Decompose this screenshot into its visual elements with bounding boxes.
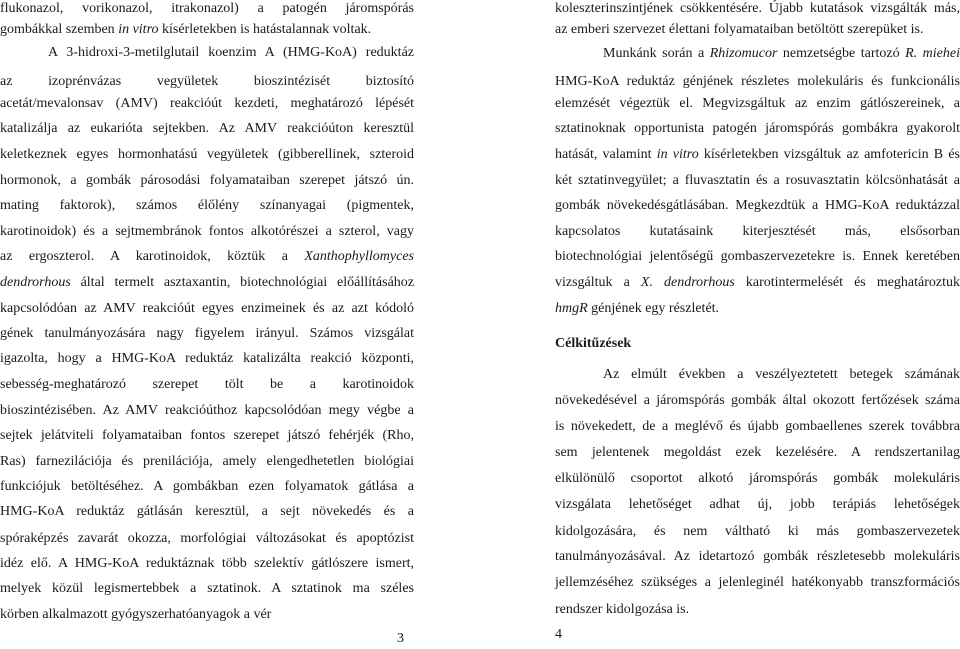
text-line: kapcsolatos kutatásaink kiterjesztését más, elsősorban [555,224,960,239]
text-line: tanulmányozásával. Az idetartozó gombák részletesebb molekuláris [555,549,960,564]
text-line: vizsgáltuk a X. dendrorhous karotintermelését és meghatároztuk [555,275,960,290]
text-line: flukonazol, vorikonazol, itrakonazol) a patogén járomspórás [0,1,414,16]
text-line: Ras) farnezilációja és prenilációja, amely elengedhetetlen biológiai [0,454,414,469]
left-page [0,0,414,649]
text-line: A 3-hidroxi-3-metilglutail koenzim A (HMG-KoA) reduktáz [48,45,414,60]
text-line: karotinoidok) és a sejtmembránok fontos alkotórészei a szterol, vagy [0,224,414,239]
text-line: az ergoszterol. A karotinoidok, köztük a Xanthophyllomyces [0,249,414,264]
text-line: is növekedett, de a meglévő és újabb gombaellenes szerek továbbra [555,419,960,434]
text-line: jellemzéséhez szükséges a jelenleginél hatékonyabb transzformációs [555,575,960,590]
text-line: gombákkal szemben in vitro kísérletekben is hatástalannak voltak. [0,22,372,37]
text-line: kidolgozására, és nem váltható ki más gombaszervezetek [555,524,960,539]
text-line: HMG-KoA reduktáz gátlásán keresztül, a sejt növekedés és a [0,504,414,519]
text-line: hatását, valamint in vitro kísérletekben vizsgáltuk az amfotericin B és [555,147,960,162]
text-line: elemzését végeztük el. Megvizsgáltuk az enzim gátlószereinek, a [555,96,960,111]
text-line: biotechnológiai jelentőségű gombaszervezetekre is. Ennek keretében [555,249,960,264]
text-line: katalizálja az eukarióta sejtekben. Az AMV reakcióúton keresztül [0,121,414,136]
text-line: melyek közül legismertebbek a sztatinok. A sztatinok ma széles [0,581,414,596]
text-line: hmgR génjének egy részletét. [555,301,720,316]
text-line: keletkeznek egyes hormonhatású vegyületek (gibberellinek, szteroid [0,147,414,162]
text-line: az emberi szervezet élettani folyamataiban betöltött szerepüket is. [555,22,924,37]
section-heading: Célkitűzések [555,336,632,351]
text-line: növekedésével a járomspórás gombák által okozott fertőzések száma [555,393,960,408]
text-line: HMG-KoA reduktáz génjének részletes molekuláris és funkcionális [555,74,960,89]
page-number: 3 [397,631,404,646]
text-line: gombák növekedésgátlásában. Megkezdtük a HMG-KoA reduktázzal [555,198,960,213]
text-line: gének tanulmányozására nagy figyelem irányul. Számos vizsgálat [0,326,414,341]
text-line: Munkánk során a Rhizomucor nemzetségbe tartozó R. miehei [603,46,960,61]
text-line: bioszintézisében. Az AMV reakcióúthoz kapcsolódóan megy végbe a [0,403,414,418]
text-line: acetát/mevalonsav (AMV) reakcióút kezdeti, meghatározó lépését [0,96,414,111]
text-line: vizsgálata lehetőséget adhat új, jobb terápiás lehetőségek [555,497,960,512]
text-line: spóraképzés zavarát okozza, morfológiai változásokat és apoptózist [0,531,414,546]
text-line: idéz elő. A HMG-KoA reduktáznak több szelektív gátlószere ismert, [0,556,414,571]
text-line: dendrorhous által termelt asztaxantin, biotechnológiai előállításához [0,275,414,290]
text-line: koleszterinszintjének csökkentésére. Újabb kutatások vizsgálták más, [555,1,960,16]
text-line: sem jelentenek megoldást ezek kezelésére. A rendszertanilag [555,445,960,460]
text-line: körben alkalmazott gyógyszerhatóanyagok a vér [0,607,272,622]
text-line: sejtek jelátviteli folyamataiban fontos szerepet játszó fehérjék (Rho, [0,428,414,443]
text-line: Az elmúlt években a veszélyeztetett betegek számának [603,367,960,382]
text-line: két sztatinvegyület; a fluvasztatin és a rosuvasztatin kölcsönhatását a [555,173,960,188]
text-line: mating faktorok), számos élőlény színanyagai (pigmentek, [0,198,414,213]
page-number: 4 [555,627,562,642]
text-line: kapcsolódóan az AMV reakcióút egyes enzimeinek és az azt kódoló [0,301,414,316]
text-line: funkciójuk betöltéséhez. A gombákban ezen folyamatok gátlása a [0,479,414,494]
text-line: igazolta, hogy a HMG-KoA reduktáz katalizálta reakció központi, [0,351,414,366]
text-line: az izoprénvázas vegyületek bioszintézisét biztosító [0,74,414,89]
right-page [555,0,960,649]
text-line: sebesség-meghatározó szerepet tölt be a karotinoidok [0,377,414,392]
text-line: sztatinoknak opportunista patogén járomspórás gombákra gyakorolt [555,121,960,136]
text-line: hormonok, a gombák párosodási folyamataiban szerepet játszó ún. [0,173,414,188]
text-line: rendszer kidolgozása is. [555,602,690,617]
text-line: elkülönülő csoportot alkotó járomspórás gombák molekuláris [555,471,960,486]
